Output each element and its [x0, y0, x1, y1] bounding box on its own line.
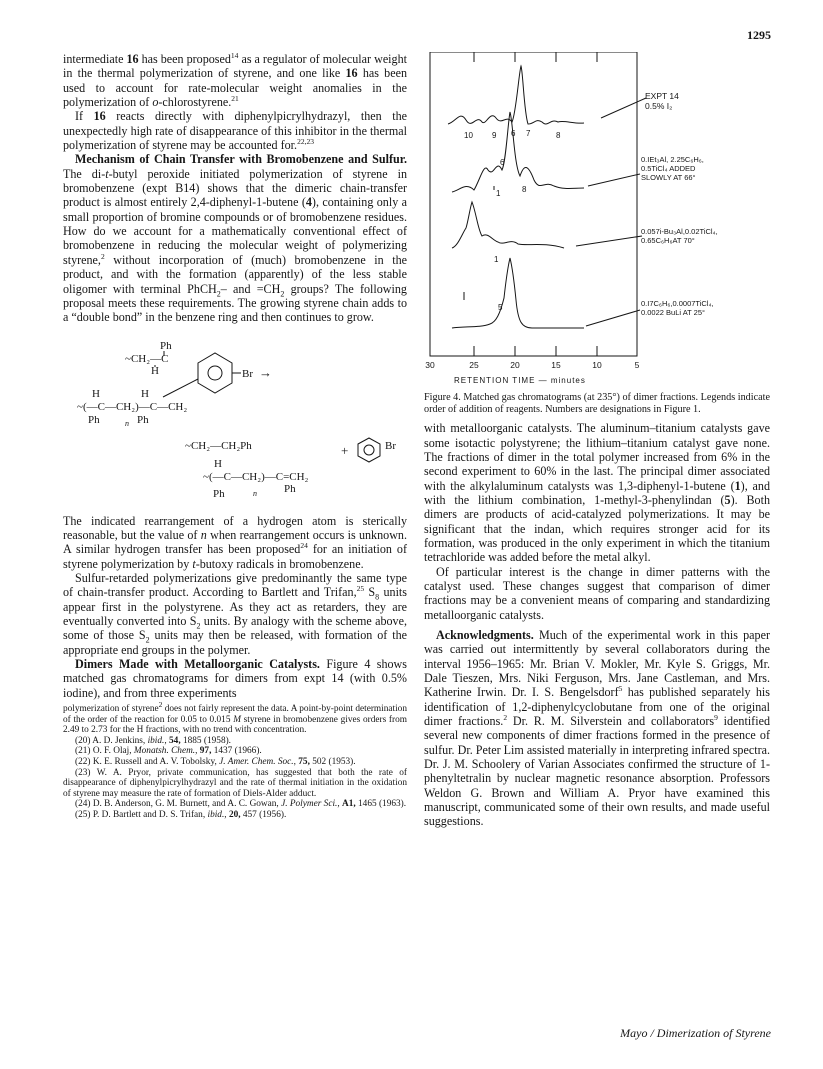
- citation: 21: [231, 94, 239, 103]
- peak-label-9: 9: [492, 131, 497, 140]
- text: without incorporation of (much) bromobenzene in the product, and with the formation (apparently) of the less stable oligomer with terminal PhCH: [63, 252, 407, 296]
- scheme-chain-b: ~(—C—CH₂)—C=CH₂: [203, 470, 309, 483]
- footnote-continued: [63, 699, 407, 736]
- text: ,: [337, 799, 343, 810]
- citation: 2: [503, 713, 508, 723]
- paragraph-dimers: [63, 657, 407, 700]
- text: t: [105, 166, 109, 181]
- paragraph-if-16: [63, 109, 407, 152]
- trace-1-label-iodine: 0.5% I₂: [645, 101, 673, 111]
- citation: 25: [356, 584, 365, 594]
- scheme-arrow: →: [259, 364, 272, 380]
- text: S: [364, 585, 376, 600]
- citation: 14: [230, 50, 239, 60]
- subscript: 2: [216, 288, 221, 298]
- text: 502 (1953).: [309, 756, 356, 767]
- axis-tick-5: 5: [634, 360, 640, 370]
- text: has published separately his identification of 1,2-diphenylcyclobutane from one of the original dimer fractions.: [424, 685, 770, 729]
- compound-number: 16: [93, 109, 106, 124]
- axis-tick-25: 25: [469, 360, 479, 370]
- trace-3-label-a: 0.057i-Bu₃Al,0.02TiCl₄,: [641, 227, 718, 236]
- text: reacts directly with diphenylpicrylhydrazyl, then the unexpectedly high rate of disappearance of this inhibitor in the thermal polymerization of styrene may be accounted for.: [63, 109, 407, 153]
- paragraph-intermediate: [63, 52, 407, 109]
- bond-line: [163, 379, 198, 397]
- right-column: [424, 52, 770, 829]
- scheme-h-top: H: [151, 364, 159, 377]
- peak-label-1a: 1: [496, 189, 501, 198]
- benzene-ring-2-inner: [364, 445, 374, 455]
- scheme-h-c: H: [214, 457, 222, 470]
- text: -butyl peroxide initiated polymerization of styrene in bromobenzene (expt B14) shows that the dimeric chain-transfer product is almost entirely 2,4-diphenyl-1-butene (: [63, 166, 407, 210]
- figure-4: [424, 52, 770, 390]
- citation: 5: [618, 684, 623, 694]
- footnote-20: [63, 736, 407, 747]
- text: ), containing only a small proportion of bromine compounds or of bromobenzene residues. How do we account for a mathematically conventional effect of bromobenzene in reducing the molecular weight of polymerizing styrene,: [63, 195, 407, 267]
- paragraph-acknowledgments: [424, 628, 770, 829]
- section-heading: Dimers Made with Metalloorganic Catalysts.: [75, 656, 320, 671]
- text: ,: [164, 735, 170, 746]
- text: M: [233, 714, 241, 725]
- text: does not fairly represent the data. A point-by-point determination of the order of the reaction for 0.05 to 0.015: [63, 704, 407, 725]
- text: Much of the experimental work in this paper was carried out intermittently by several collaborators during the interval 1956–1965: Mr. Brian V. Mokler, Mr. Kyle S. Griggs, Mr. Dale Tieszen, Mrs. Niki Ferguson, Mrs. Jane Castleman, and Mrs. Katherine Irwin. Dr. I. S. Bengelsdorf: [424, 628, 770, 700]
- text: groups? The following proposal meets these requirements. The growing styrene chain adds to a “double bond” in the benzene ring and then continues to grow.: [63, 281, 407, 325]
- text: units. By analogy with the scheme above, some of those S: [63, 613, 407, 643]
- trace-2-label-c: SLOWLY AT 66°: [641, 173, 696, 182]
- leader-line: [576, 236, 642, 246]
- benzene-ring-1: [198, 353, 232, 393]
- citation: 22,23: [297, 137, 314, 147]
- paragraph-dimer-patterns: Of particular interest is the change in dimer patterns with the catalyst used. These changes suggest that comparison of dimer fractions may be a convenient means of comparing and standardizing metalloorganic catalysts.: [424, 564, 770, 622]
- peak-label-10: 10: [464, 131, 473, 140]
- trace-expt-14: [448, 66, 584, 124]
- text: ), and with the lithium combination, 1-methyl-3-phenylindan (: [424, 478, 770, 507]
- left-column: [63, 52, 407, 821]
- figure-caption: Figure 4. Matched gas chromatograms (at 235°) of dimer fractions. Legends indicate order of addition of reagents. Numbers are designations in Figure 1.: [424, 392, 770, 415]
- text: (25) P. D. Bartlett and D. S. Trifan,: [75, 809, 208, 820]
- text: 1465 (1963).: [355, 799, 407, 810]
- citation: 2: [158, 699, 163, 709]
- leader-line: [586, 310, 640, 326]
- text: when rearrangement occurs is unknown. A similar hydrogen transfer has been proposed: [63, 527, 408, 557]
- peak-label-6b: 6: [500, 158, 505, 167]
- citation: 9: [714, 713, 718, 723]
- text: If: [75, 109, 94, 124]
- text: 1885 (1958).: [180, 735, 232, 746]
- text: Dr. R. M. Silverstein and collaborators: [507, 714, 715, 729]
- text: as a regulator of molecular weight in the thermal polymerization of styrene, and one like: [63, 52, 407, 81]
- paragraph-mechanism: [63, 152, 407, 324]
- text: ibid.: [147, 735, 165, 746]
- text: (22) K. E. Russell and A. V. Tobolsky,: [75, 756, 220, 767]
- text: ibid.: [207, 809, 225, 820]
- text: for an initiation of styrene polymerization by: [63, 542, 407, 571]
- trace-4-label-b: 0.0022 BuLi AT 25°: [641, 308, 706, 317]
- subscript: 2: [280, 288, 285, 298]
- text: Sulfur-retarded polymerizations give predominantly the same type of chain-transfer product. According to Bartlett and Trifan,: [63, 570, 407, 600]
- text: intermediate: [63, 52, 127, 66]
- text: 54,: [169, 735, 181, 746]
- scheme-ch2ch2ph: ~CH₂—CH₂Ph: [185, 439, 252, 452]
- text: has been proposed: [138, 52, 231, 66]
- text: The di-: [63, 166, 106, 181]
- trace-et3al: [452, 112, 584, 192]
- leader-line: [588, 174, 640, 186]
- axis-tick-10: 10: [592, 360, 602, 370]
- compound-number: 4: [305, 195, 312, 210]
- peak-label-7: 7: [526, 129, 531, 138]
- scheme-h-a: H: [92, 387, 100, 400]
- scheme-ph-a: Ph: [88, 413, 100, 426]
- text: has been used to account for rate-molecular weight anomalies in the polymerization of: [63, 66, 408, 110]
- scheme-ch2-c: ~CH₂—C: [125, 352, 169, 365]
- peak-label-8a: 8: [556, 131, 561, 140]
- subscript: 2: [145, 635, 150, 645]
- text: units may then be released, with formation of the appropriate end groups in the polymer.: [63, 628, 407, 657]
- text: o: [152, 95, 159, 110]
- text: – and =CH: [220, 281, 281, 296]
- text: Monatsh. Chem.: [133, 746, 196, 757]
- text: ). Both dimers are products of acid-catalyzed polymerizations. It may be significant that the indan, which requires stronger acid for its formation, was produced in the only experiment in which the titanium tetrachloride was added before the metal alkyl.: [424, 492, 770, 565]
- scheme-n-b: n: [253, 488, 257, 498]
- text: ,: [293, 756, 299, 767]
- trace-2-label-b: 0.5TiCl₄ ADDED: [641, 164, 696, 173]
- reaction-scheme-drawing: [63, 331, 407, 506]
- footnote-21: [63, 746, 407, 757]
- scheme-chain-a: ~(—C—CH₂)—C—CH₂: [77, 400, 188, 413]
- footnote-23: (23) W. A. Pryor, private communication, has suggested that both the rate of disappearance of diphenylpicrylhydrazyl and the rate of thermal initiation in the oxidation of styrene may measure the rate of formation of Diels-Alder adduct.: [63, 767, 407, 799]
- paragraph-rearrangement: [63, 514, 407, 571]
- trace-buli: [452, 258, 584, 328]
- scheme-plus: +: [341, 442, 349, 458]
- section-heading: Mechanism of Chain Transfer with Bromobenzene and Sulfur.: [75, 152, 407, 167]
- gas-chromatograms: [424, 52, 770, 390]
- compound-number: 16: [126, 52, 139, 66]
- peak-label-6a: 6: [511, 129, 516, 138]
- subscript: 8: [375, 592, 380, 602]
- paragraph-catalysts: [424, 421, 770, 564]
- text: -chlorostyrene.: [158, 95, 232, 110]
- scheme-ph-top: Ph: [160, 339, 172, 352]
- compound-number: 5: [724, 492, 731, 507]
- footnote-25: [63, 810, 407, 821]
- text: t: [192, 556, 196, 571]
- text: 97,: [199, 746, 212, 757]
- text: (20) A. D. Jenkins,: [75, 735, 148, 746]
- axis-tick-15: 15: [551, 360, 561, 370]
- trace-2-label-a: 0.IEt₃Al, 2.25C₆H₆,: [641, 155, 704, 164]
- footnotes: [63, 699, 407, 821]
- scheme-n-a: n: [125, 418, 129, 428]
- scheme-ph-c: Ph: [284, 482, 296, 495]
- trace-3-label-b: 0.65C₆H₆AT 70°: [641, 236, 695, 245]
- text: (24) D. B. Anderson, G. M. Burnett, and A. C. Gowan,: [75, 799, 282, 810]
- axis-tick-20: 20: [510, 360, 520, 370]
- text: 20,: [228, 809, 241, 820]
- trace-ibu3al: [452, 202, 564, 248]
- text: The indicated rearrangement of a hydrogen atom is sterically reasonable, but the value of: [63, 513, 407, 542]
- compound-number: 16: [345, 66, 358, 81]
- footnote-24: [63, 799, 407, 810]
- paragraph-sulfur: [63, 571, 407, 657]
- text: A1,: [342, 799, 356, 810]
- text: with metalloorganic catalysts. The aluminum–titanium catalysts gave some isotactic polystyrene; the lithium–titanium catalyst gave none. The fractions of dimer in the total polymer increased from 6% in the second experiment to 60% in the last. The principal dimer associated with the alkylaluminum catalysts was 1,3-diphenyl-1-butene (: [424, 421, 770, 493]
- scheme-br2: Br: [385, 439, 396, 452]
- text: 1437 (1966).: [211, 746, 262, 757]
- compound-number: 1: [734, 478, 741, 493]
- trace-1-label-expt: EXPT 14: [645, 91, 679, 101]
- peak-label-1b: 1: [494, 255, 499, 264]
- scheme-h-b: H: [141, 387, 149, 400]
- reaction-scheme: [63, 331, 407, 506]
- text: J. Amer. Chem. Soc.: [219, 756, 294, 767]
- text: polymerization of styrene: [63, 704, 159, 714]
- text: n: [200, 527, 207, 542]
- running-footer: Mayo / Dimerization of Styrene: [620, 1026, 771, 1040]
- trace-4-label-a: 0.I7C₆H₆,0.0007TiCl₄,: [641, 299, 714, 308]
- scheme-br: Br: [242, 367, 253, 380]
- peak-label-8b: 8: [522, 185, 527, 194]
- text: J. Polymer Sci.: [281, 799, 338, 810]
- section-heading: Acknowledgments.: [436, 628, 534, 642]
- scheme-ph-b: Ph: [137, 413, 149, 426]
- leader-line: [601, 98, 646, 118]
- text: styrene in bromobenzene gives orders from 2.49 to 2.73 for the H fractions, with no trend with concentration.: [63, 714, 407, 736]
- footnote-22: [63, 757, 407, 768]
- text: Figure 4 shows matched gas chromatograms for dimers from expt 14 (with 0.5% iodine), and from three experiments: [63, 656, 408, 700]
- text: units appear first in the polystyrene. As they act as retarders, they are eventually converted into S: [63, 585, 408, 628]
- text: -butoxy radicals in bromobenzene.: [195, 556, 364, 571]
- text: ,: [224, 809, 229, 820]
- text: ,: [195, 746, 200, 757]
- citation: 24: [300, 541, 308, 551]
- scheme-ph-d: Ph: [213, 487, 225, 500]
- subscript: 2: [196, 621, 201, 631]
- benzene-ring-2: [358, 438, 380, 462]
- axis-tick-30: 30: [425, 360, 435, 370]
- benzene-ring-1-inner: [208, 366, 222, 380]
- citation: 2: [100, 251, 105, 261]
- text: (21) O. F. Olaj,: [75, 746, 134, 757]
- chart-frame: [430, 52, 637, 356]
- page-number: 1295: [747, 28, 771, 42]
- text: 457 (1956).: [240, 809, 287, 820]
- peak-label-5: 5: [498, 303, 503, 312]
- x-axis-label: RETENTION TIME — minutes: [454, 376, 586, 385]
- text: identified several new components of dimer fractions formed in the presence of sulfur. Dr. Peter Lim assisted materially in interpreting infrared spectra. Dr. J. M. Schoolery of Varian Associates confirmed the structure of 1-phenyltetralin by nuclear magnetic resonance absorption. Professors Weldon G. Brown and William A. Pryor have examined this manuscript, communicated some of their own results, and made useful suggestions.: [424, 714, 770, 829]
- text: 75,: [298, 756, 310, 767]
